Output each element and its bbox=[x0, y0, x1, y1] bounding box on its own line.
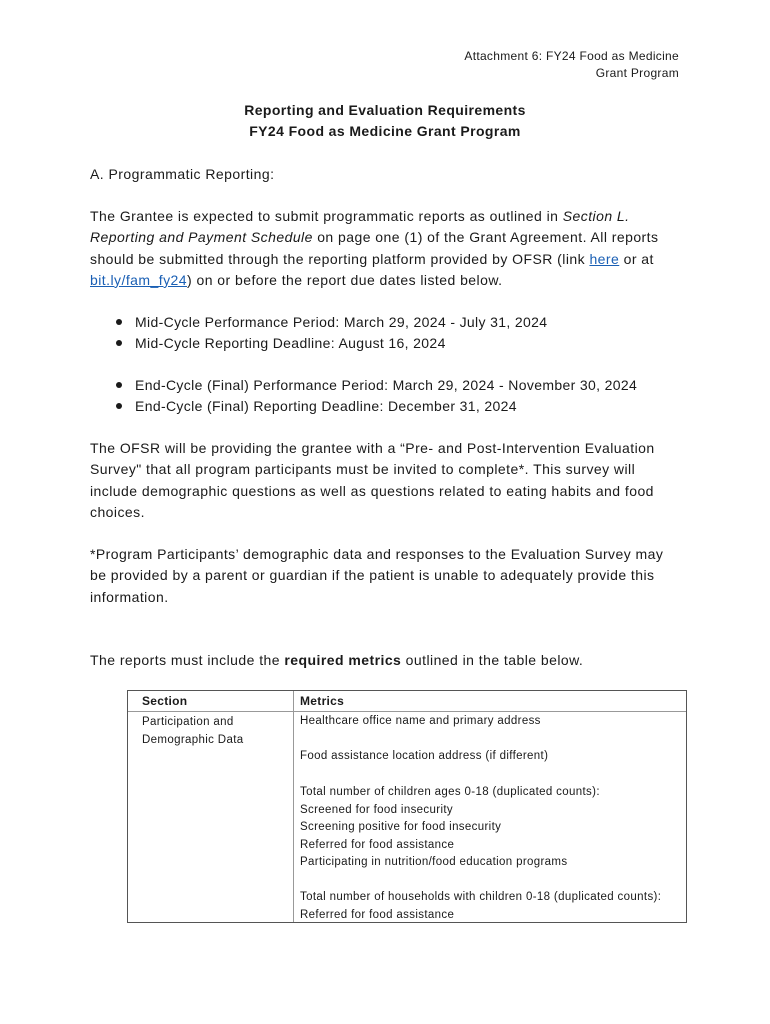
reporting-text-4: ) on or before the report due dates listed below. bbox=[187, 271, 503, 288]
participant-note: *Program Participants’ demographic data and responses to the Evaluation Survey may be provided by a parent or guardian if the patient is unable to adequately provide this information. bbox=[90, 546, 664, 605]
attachment-line-1: Attachment 6: FY24 Food as Medicine bbox=[464, 49, 679, 63]
table-header-metrics: Metrics bbox=[300, 694, 345, 708]
list-item: Screened for food insecurity bbox=[300, 803, 453, 816]
reporting-paragraph bbox=[90, 206, 680, 291]
metric-children-heading: Total number of children ages 0-18 (duplicated counts): bbox=[300, 786, 600, 798]
attachment-header bbox=[464, 48, 679, 82]
metric-children bbox=[300, 784, 685, 872]
reporting-text-2: on page one (1) of the Grant Agreement. All reports should be submitted through the reporting platform provided by OFSR (link bbox=[90, 229, 659, 267]
list-item: Screening positive for food insecurity bbox=[300, 821, 502, 833]
list-item: Referred for food assistance bbox=[300, 908, 455, 921]
list-item: End-Cycle (Final) Performance Period: March 29, 2024 - November 30, 2024 bbox=[113, 375, 673, 396]
end-cycle-list bbox=[113, 375, 673, 417]
metric-households-heading: Total number of households with children 0-18 (duplicated counts): bbox=[300, 891, 662, 903]
section-label-line-2: Demographic Data bbox=[142, 734, 244, 746]
survey-paragraph: The OFSR will be providing the grantee with a “Pre- and Post-Intervention Evaluation Survey" that all program participants must be invited to complete*. This survey will include demographic questions as well as questions related to eating habits and food choices. bbox=[90, 440, 655, 520]
table-header-divider bbox=[128, 711, 686, 712]
metric-office: Healthcare office name and primary address bbox=[300, 715, 541, 727]
metrics-intro-text-1: The reports must include the bbox=[90, 652, 285, 668]
list-item: End-Cycle (Final) Reporting Deadline: December 31, 2024 bbox=[113, 396, 673, 417]
section-label-line-1: Participation and bbox=[142, 716, 234, 728]
here-link[interactable]: here bbox=[589, 250, 620, 267]
required-metrics-bold: required metrics bbox=[284, 652, 402, 668]
section-reference: Section L. Reporting and Payment Schedule bbox=[90, 208, 630, 246]
table-column-divider bbox=[293, 691, 294, 922]
attachment-line-2: Grant Program bbox=[595, 66, 679, 80]
metrics-table bbox=[127, 690, 687, 923]
list-item: Referred for food assistance bbox=[300, 838, 455, 851]
metrics-intro-text-2: outlined in the table below. bbox=[401, 652, 584, 668]
metric-location: Food assistance location address (if different) bbox=[300, 750, 549, 762]
document-title: Reporting and Evaluation Requirements bbox=[244, 102, 526, 118]
section-a-heading: A. Programmatic Reporting: bbox=[90, 166, 275, 182]
metric-households bbox=[300, 889, 685, 924]
document-subtitle: FY24 Food as Medicine Grant Program bbox=[249, 123, 521, 139]
list-item: Mid-Cycle Performance Period: March 29, 2024 - July 31, 2024 bbox=[113, 312, 673, 333]
list-item: Participating in nutrition/food education programs bbox=[300, 856, 568, 868]
reporting-text-3: or at bbox=[619, 250, 654, 267]
mid-cycle-list bbox=[113, 312, 673, 354]
table-cell-section bbox=[142, 713, 243, 749]
bitly-link[interactable]: bit.ly/fam_fy24 bbox=[90, 271, 188, 288]
table-header-section: Section bbox=[142, 694, 188, 708]
metrics-intro bbox=[90, 650, 680, 671]
reporting-text-1: The Grantee is expected to submit programmatic reports as outlined in bbox=[90, 208, 563, 224]
list-item: Mid-Cycle Reporting Deadline: August 16, 2024 bbox=[113, 333, 673, 354]
